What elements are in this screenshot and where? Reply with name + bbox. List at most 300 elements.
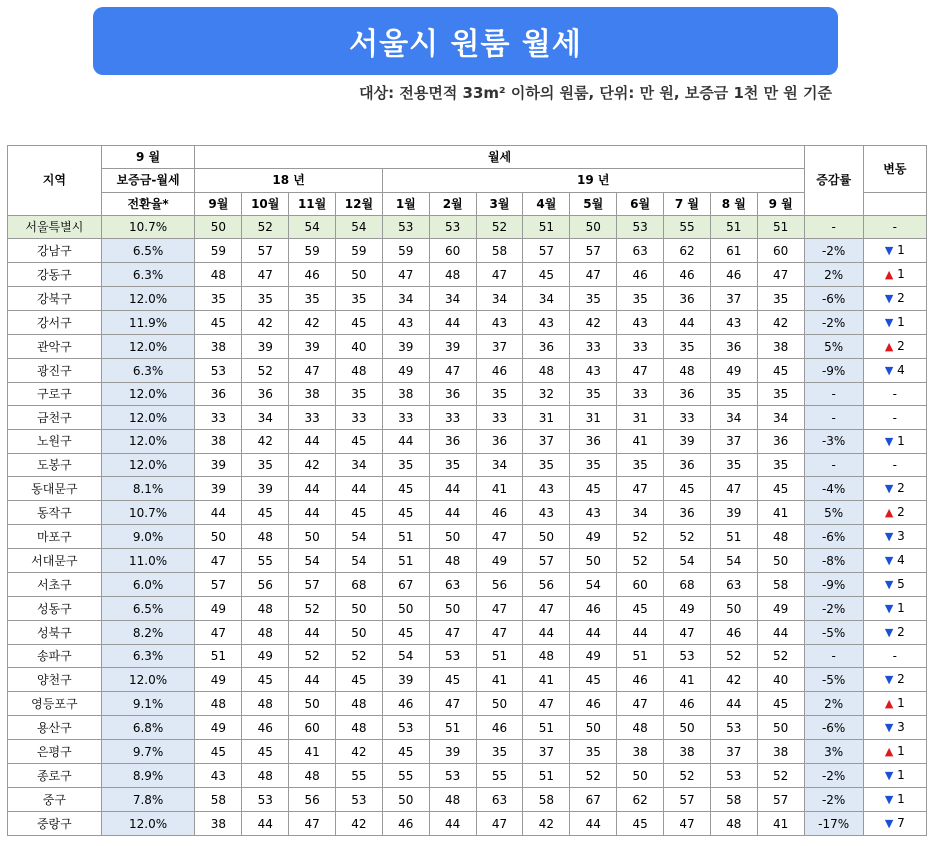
rent-value-cell: 41 [757,812,804,836]
rent-value-cell: 42 [242,429,289,453]
rent-value-cell: 39 [195,453,242,476]
triangle-down-icon: ▼ [884,769,894,783]
rent-value-cell: 51 [523,764,570,788]
rent-value-cell: 47 [195,549,242,573]
rent-value-cell: 67 [570,788,617,812]
rent-value-cell: 38 [195,429,242,453]
rent-value-cell: 48 [617,716,664,740]
header-rent: 월세 [195,146,804,169]
conversion-rate-cell: 11.0% [101,549,195,573]
table-row [8,668,927,692]
rent-value-cell: 56 [476,573,523,597]
rent-value-cell: 56 [523,573,570,597]
rent-value-cell: 50 [336,621,383,645]
rent-value-cell: 54 [336,215,383,238]
rent-value-cell: 67 [382,573,429,597]
table-row [8,239,927,263]
rent-value-cell: 44 [429,311,476,335]
rent-value-cell: 47 [523,692,570,716]
rent-value-cell: 47 [476,525,523,549]
change-rate-cell: 2% [804,263,863,287]
rent-value-cell: 50 [382,788,429,812]
header-change: 증감률 [804,146,863,216]
rent-value-cell: 36 [757,429,804,453]
rent-value-cell: 39 [242,477,289,501]
rent-value-cell: 45 [336,668,383,692]
rent-value-cell: 49 [382,359,429,383]
table-row [8,477,927,501]
rent-value-cell: 54 [664,549,711,573]
variation-cell [863,453,926,476]
variation-number: 1 [897,433,905,448]
region-cell: 은평구 [8,740,102,764]
variation-cell [863,812,926,836]
rent-value-cell: 47 [617,692,664,716]
rent-value-cell: 52 [617,549,664,573]
rent-value-cell: 45 [195,740,242,764]
conversion-rate-cell: 12.0% [101,383,195,406]
variation-cell [863,215,926,238]
rent-value-cell: 52 [289,645,336,668]
rent-value-cell: 55 [476,764,523,788]
region-cell: 금천구 [8,406,102,429]
rent-value-cell: 50 [617,764,664,788]
region-cell: 관악구 [8,335,102,359]
rent-value-cell: 52 [664,525,711,549]
rent-value-cell: 36 [429,383,476,406]
rent-value-cell: 45 [664,477,711,501]
triangle-down-icon: ▼ [884,721,894,735]
rent-value-cell: 50 [664,716,711,740]
rent-value-cell: 47 [429,359,476,383]
rent-value-cell: 48 [195,263,242,287]
rent-value-cell: 52 [242,215,289,238]
triangle-down-icon: ▼ [884,244,894,258]
rent-value-cell: 48 [664,359,711,383]
change-rate-cell: 5% [804,501,863,525]
rent-value-cell: 45 [242,740,289,764]
month-header: 6월 [617,192,664,215]
triangle-down-icon: ▼ [884,530,894,544]
header-variation: 변동 [863,146,926,193]
region-cell: 도봉구 [8,453,102,476]
rent-value-cell: 35 [757,453,804,476]
region-cell: 중랑구 [8,812,102,836]
conversion-rate-cell: 12.0% [101,335,195,359]
rent-value-cell: 50 [382,597,429,621]
variation-cell [863,668,926,692]
rent-value-cell: 58 [195,788,242,812]
conversion-rate-cell: 12.0% [101,287,195,311]
rent-value-cell: 45 [336,311,383,335]
conversion-rate-cell: 12.0% [101,453,195,476]
table-row [8,621,927,645]
region-cell: 강동구 [8,263,102,287]
conversion-rate-cell: 6.3% [101,263,195,287]
rent-value-cell: 38 [617,740,664,764]
rent-value-cell: 57 [570,239,617,263]
rent-value-cell: 33 [429,406,476,429]
rent-value-cell: 60 [757,239,804,263]
rent-value-cell: 41 [617,429,664,453]
change-rate-cell: -6% [804,525,863,549]
change-rate-cell: 5% [804,335,863,359]
rent-value-cell: 36 [523,335,570,359]
rent-value-cell: 51 [710,525,757,549]
rent-value-cell: 37 [710,287,757,311]
change-rate-cell: -6% [804,287,863,311]
rent-value-cell: 34 [617,501,664,525]
change-rate-cell: - [804,406,863,429]
rent-value-cell: 35 [242,287,289,311]
conversion-rate-cell: 8.9% [101,764,195,788]
region-cell: 중구 [8,788,102,812]
change-rate-cell: -6% [804,716,863,740]
rent-value-cell: 44 [289,501,336,525]
rent-value-cell: 63 [476,788,523,812]
change-rate-cell: - [804,383,863,406]
triangle-down-icon: ▼ [884,554,894,568]
rent-value-cell: 50 [570,549,617,573]
rent-value-cell: 45 [617,597,664,621]
conversion-rate-cell: 6.5% [101,239,195,263]
variation-number: 1 [897,768,905,783]
variation-cell [863,239,926,263]
rent-value-cell: 46 [476,501,523,525]
rent-value-cell: 49 [195,597,242,621]
rent-value-cell: 33 [664,406,711,429]
rent-value-cell: 50 [757,716,804,740]
rent-value-cell: 42 [710,668,757,692]
variation-number: 2 [897,505,905,520]
table-row-seoul [8,215,927,238]
variation-number: 2 [897,625,905,640]
rent-value-cell: 45 [382,477,429,501]
triangle-down-icon: ▼ [884,626,894,640]
rent-value-cell: 44 [289,429,336,453]
rent-value-cell: 39 [429,740,476,764]
rent-value-cell: 48 [242,692,289,716]
change-rate-cell: - [804,645,863,668]
change-rate-cell: - [804,215,863,238]
variation-number: - [892,649,898,664]
variation-cell [863,477,926,501]
rent-value-cell: 39 [382,335,429,359]
rent-value-cell: 39 [664,429,711,453]
region-cell: 성북구 [8,621,102,645]
rent-value-cell: 44 [429,501,476,525]
rent-value-cell: 51 [195,645,242,668]
header-rate-line3: 전환율* [101,192,195,215]
rent-value-cell: 38 [195,335,242,359]
rent-value-cell: 48 [242,764,289,788]
rent-value-cell: 41 [476,477,523,501]
rent-value-cell: 47 [710,477,757,501]
rent-value-cell: 35 [195,287,242,311]
variation-cell [863,525,926,549]
rent-value-cell: 34 [242,406,289,429]
rent-value-cell: 43 [710,311,757,335]
table-row [8,812,927,836]
rent-value-cell: 57 [664,788,711,812]
change-rate-cell: -2% [804,311,863,335]
rent-value-cell: 49 [242,645,289,668]
rent-value-cell: 48 [242,525,289,549]
rent-value-cell: 43 [523,501,570,525]
rent-value-cell: 42 [289,311,336,335]
change-rate-cell: -5% [804,668,863,692]
rent-value-cell: 44 [570,621,617,645]
month-header: 8 월 [710,192,757,215]
rent-value-cell: 34 [429,287,476,311]
triangle-up-icon: ▲ [884,268,894,282]
rent-value-cell: 35 [289,287,336,311]
variation-cell [863,692,926,716]
rent-value-cell: 34 [757,406,804,429]
triangle-down-icon: ▼ [884,316,894,330]
rent-value-cell: 46 [617,263,664,287]
header-rate-line2: 보증금-월세 [101,169,195,192]
rent-value-cell: 52 [664,764,711,788]
rent-value-cell: 50 [195,525,242,549]
rent-value-cell: 55 [382,764,429,788]
rent-value-cell: 48 [523,359,570,383]
rent-value-cell: 33 [289,406,336,429]
rent-value-cell: 53 [664,645,711,668]
rent-value-cell: 48 [336,359,383,383]
conversion-rate-cell: 6.0% [101,573,195,597]
conversion-rate-cell: 6.3% [101,645,195,668]
rent-value-cell: 31 [523,406,570,429]
rent-value-cell: 48 [429,788,476,812]
region-cell: 구로구 [8,383,102,406]
variation-number: 1 [897,744,905,759]
rent-value-cell: 53 [382,215,429,238]
rent-value-cell: 36 [195,383,242,406]
rent-value-cell: 47 [429,621,476,645]
rent-value-cell: 58 [710,788,757,812]
rent-value-cell: 44 [523,621,570,645]
rent-value-cell: 36 [710,335,757,359]
table-body [8,215,927,835]
rent-value-cell: 61 [710,239,757,263]
conversion-rate-cell: 12.0% [101,429,195,453]
variation-cell [863,311,926,335]
rent-value-cell: 44 [289,621,336,645]
triangle-up-icon: ▲ [884,697,894,711]
variation-cell [863,335,926,359]
rent-value-cell: 53 [195,359,242,383]
rent-value-cell: 53 [710,764,757,788]
conversion-rate-cell: 6.8% [101,716,195,740]
rent-value-cell: 35 [570,287,617,311]
rent-value-cell: 43 [570,501,617,525]
rent-value-cell: 57 [523,239,570,263]
rent-value-cell: 53 [429,645,476,668]
rent-value-cell: 34 [523,287,570,311]
rent-value-cell: 63 [429,573,476,597]
rent-value-cell: 34 [476,287,523,311]
rent-value-cell: 43 [523,311,570,335]
region-cell: 종로구 [8,764,102,788]
rent-value-cell: 62 [664,239,711,263]
rent-value-cell: 48 [757,525,804,549]
variation-cell [863,597,926,621]
region-cell: 광진구 [8,359,102,383]
change-rate-cell: -5% [804,621,863,645]
region-cell: 노원구 [8,429,102,453]
rent-value-cell: 39 [242,335,289,359]
rent-value-cell: 33 [195,406,242,429]
rent-value-cell: 46 [710,263,757,287]
month-header: 5월 [570,192,617,215]
rent-value-cell: 45 [570,668,617,692]
rent-value-cell: 44 [617,621,664,645]
region-cell: 성동구 [8,597,102,621]
rent-value-cell: 44 [429,477,476,501]
change-rate-cell: -8% [804,549,863,573]
rent-value-cell: 51 [617,645,664,668]
rent-value-cell: 41 [523,668,570,692]
rent-value-cell: 31 [570,406,617,429]
variation-cell [863,573,926,597]
conversion-rate-cell: 7.8% [101,788,195,812]
rent-value-cell: 42 [757,311,804,335]
rent-value-cell: 48 [429,263,476,287]
rent-value-cell: 52 [242,359,289,383]
rent-value-cell: 53 [617,215,664,238]
rent-value-cell: 43 [523,477,570,501]
rent-value-cell: 50 [429,525,476,549]
header-variation-blank [863,192,926,215]
region-cell: 서대문구 [8,549,102,573]
rent-value-cell: 41 [289,740,336,764]
variation-number: 5 [897,577,905,592]
conversion-rate-cell: 8.2% [101,621,195,645]
rent-value-cell: 50 [757,549,804,573]
month-header: 10월 [242,192,289,215]
rent-value-cell: 47 [523,597,570,621]
variation-cell [863,716,926,740]
rent-value-cell: 38 [289,383,336,406]
rent-value-cell: 50 [289,692,336,716]
region-cell: 강남구 [8,239,102,263]
variation-cell [863,740,926,764]
variation-number: 2 [897,291,905,306]
rent-value-cell: 42 [242,311,289,335]
rent-value-cell: 59 [289,239,336,263]
table-row [8,645,927,668]
variation-cell [863,263,926,287]
rent-value-cell: 52 [336,645,383,668]
change-rate-cell: -9% [804,573,863,597]
rent-value-cell: 45 [757,477,804,501]
rent-value-cell: 48 [242,597,289,621]
triangle-down-icon: ▼ [884,364,894,378]
conversion-rate-cell: 9.0% [101,525,195,549]
rent-value-cell: 45 [195,311,242,335]
rent-value-cell: 35 [242,453,289,476]
rent-value-cell: 36 [664,453,711,476]
rent-value-cell: 44 [289,668,336,692]
change-rate-cell: -2% [804,597,863,621]
change-rate-cell: -3% [804,429,863,453]
triangle-down-icon: ▼ [884,578,894,592]
region-cell: 송파구 [8,645,102,668]
rent-value-cell: 45 [242,501,289,525]
rent-value-cell: 48 [336,692,383,716]
region-cell: 강북구 [8,287,102,311]
rent-value-cell: 39 [710,501,757,525]
rent-value-cell: 44 [710,692,757,716]
rent-value-cell: 44 [429,812,476,836]
table-row [8,501,927,525]
rent-value-cell: 40 [336,335,383,359]
rent-value-cell: 54 [336,525,383,549]
rent-value-cell: 46 [664,692,711,716]
rent-value-cell: 56 [289,788,336,812]
rent-value-cell: 51 [476,645,523,668]
rent-value-cell: 55 [336,764,383,788]
variation-number: 1 [897,243,905,258]
rent-value-cell: 47 [289,359,336,383]
rent-value-cell: 36 [570,429,617,453]
variation-number: 3 [897,720,905,735]
variation-number: 4 [897,553,905,568]
rent-value-cell: 33 [476,406,523,429]
rent-value-cell: 45 [429,668,476,692]
region-cell: 동작구 [8,501,102,525]
rent-value-cell: 54 [289,549,336,573]
rent-value-cell: 48 [429,549,476,573]
rent-value-cell: 43 [617,311,664,335]
rent-value-cell: 47 [570,263,617,287]
rent-value-cell: 53 [242,788,289,812]
rent-value-cell: 39 [195,477,242,501]
rent-value-cell: 35 [710,383,757,406]
rent-value-cell: 36 [664,501,711,525]
rent-value-cell: 44 [570,812,617,836]
rent-value-cell: 53 [336,788,383,812]
rent-value-cell: 47 [664,812,711,836]
rent-value-cell: 46 [289,263,336,287]
rent-value-cell: 50 [429,597,476,621]
rent-value-cell: 50 [523,525,570,549]
rent-table [7,145,927,836]
rent-value-cell: 43 [382,311,429,335]
variation-cell [863,359,926,383]
rent-value-cell: 47 [242,263,289,287]
rent-value-cell: 45 [617,812,664,836]
rent-value-cell: 45 [336,429,383,453]
rent-value-cell: 35 [570,740,617,764]
month-header: 9 월 [757,192,804,215]
rent-value-cell: 59 [336,239,383,263]
rent-value-cell: 68 [336,573,383,597]
triangle-down-icon: ▼ [884,434,894,448]
variation-cell [863,621,926,645]
table-row [8,383,927,406]
rent-value-cell: 35 [570,453,617,476]
rent-value-cell: 36 [242,383,289,406]
rent-value-cell: 34 [710,406,757,429]
rent-value-cell: 54 [289,215,336,238]
rent-value-cell: 50 [336,263,383,287]
rent-value-cell: 44 [336,477,383,501]
rent-value-cell: 35 [336,287,383,311]
rent-value-cell: 44 [382,429,429,453]
triangle-down-icon: ▼ [884,793,894,807]
